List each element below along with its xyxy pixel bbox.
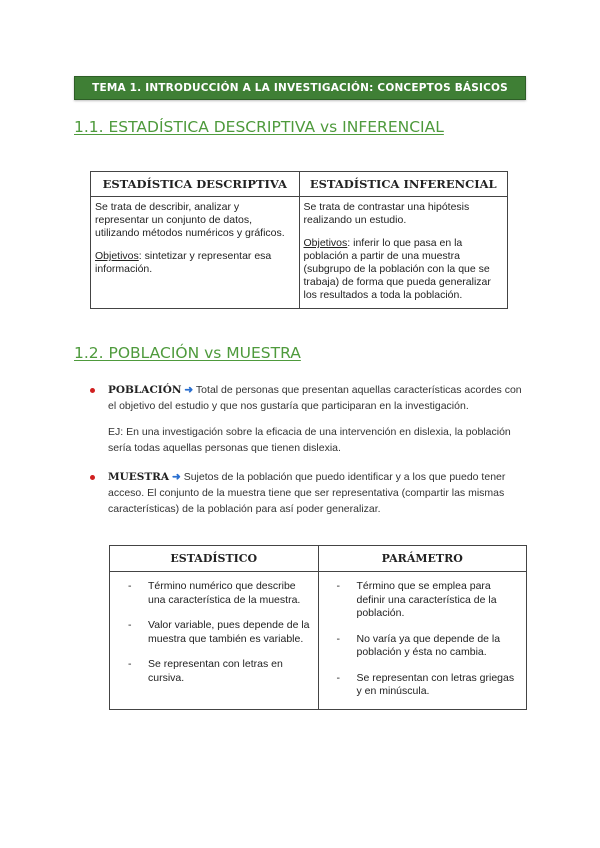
arrow-right-icon: ➜ bbox=[171, 471, 181, 483]
poblacion-text: Total de personas que presentan aquellas características acordes con el objetivo del estudio y que nos gustaría que participaran en la investigación. bbox=[108, 384, 522, 412]
inferencial-text: Se trata de contrastar una hipótesis realizando un estudio. bbox=[303, 201, 470, 226]
objetivos-label: Objetivos bbox=[303, 237, 348, 249]
poblacion-bullet bbox=[108, 382, 528, 414]
dash-icon: - bbox=[336, 671, 340, 684]
cell-inferencial bbox=[299, 197, 508, 309]
muestra-bullet bbox=[108, 469, 528, 517]
dash-icon: - bbox=[336, 632, 340, 645]
arrow-right-icon: ➜ bbox=[184, 384, 194, 396]
descriptiva-inferencial-table bbox=[90, 171, 508, 309]
poblacion-example: EJ: En una investigación sobre la eficacia de una intervención en dislexia, la población sería todas aquellas personas que tienen dislexia. bbox=[108, 426, 511, 454]
poblacion-term: POBLACIÓN bbox=[108, 384, 182, 396]
header-descriptiva: ESTADÍSTICA DESCRIPTIVA bbox=[91, 172, 300, 197]
bullet-dot-icon bbox=[90, 475, 95, 480]
page-banner bbox=[74, 76, 526, 100]
dash-icon: - bbox=[128, 580, 132, 592]
objetivos-label: Objetivos bbox=[95, 250, 139, 262]
list-item-text: Valor variable, pues depende de la muestra que también es variable. bbox=[148, 619, 310, 645]
cell-estadistico bbox=[110, 572, 319, 710]
cell-parametro bbox=[318, 572, 527, 710]
dash-icon: - bbox=[128, 619, 132, 631]
dash-icon: - bbox=[128, 658, 132, 670]
list-item-text: Término numérico que describe una característica de la muestra. bbox=[148, 580, 301, 606]
section-heading-1: 1.1. ESTADÍSTICA DESCRIPTIVA vs INFERENCIAL bbox=[74, 118, 444, 136]
list-item bbox=[116, 580, 312, 607]
list-item-text: Se representan con letras en cursiva. bbox=[148, 658, 283, 684]
objetivos-text: : inferir lo que pasa en la población a partir de una muestra (subgrupo de la población con la que se trabaja) de forma que pueda generalizar los resultados a toda la población. bbox=[303, 237, 491, 301]
cell-descriptiva bbox=[91, 197, 300, 309]
list-item bbox=[325, 633, 521, 660]
descriptiva-text: Se trata de describir, analizar y representar un conjunto de datos, utilizando métodos numéricos y gráficos. bbox=[95, 201, 285, 239]
header-inferencial: ESTADÍSTICA INFERENCIAL bbox=[299, 172, 508, 197]
list-item-text: Se representan con letras griegas y en minúscula. bbox=[356, 671, 515, 697]
list-item bbox=[116, 619, 312, 646]
muestra-text: Sujetos de la población que puedo identificar y a los que puedo tener acceso. El conjunto de la muestra tiene que ser representativa (compartir las mismas características) de la población para así poder generalizar. bbox=[108, 471, 506, 515]
objetivos-text: : sintetizar y representar esa información. bbox=[95, 250, 272, 275]
descriptiva-objetivos bbox=[95, 250, 295, 276]
list-item bbox=[116, 658, 312, 685]
estadistico-parametro-table bbox=[109, 545, 527, 710]
banner-title: TEMA 1. INTRODUCCIÓN A LA INVESTIGACIÓN: CONCEPTOS BÁSICOS bbox=[92, 82, 508, 94]
list-item-text: No varía ya que depende de la población y ésta no cambia. bbox=[356, 632, 501, 658]
section-heading-2: 1.2. POBLACIÓN vs MUESTRA bbox=[74, 344, 301, 362]
inferencial-objetivos bbox=[304, 237, 504, 302]
dash-icon: - bbox=[336, 580, 340, 592]
muestra-term: MUESTRA bbox=[108, 471, 170, 483]
list-item bbox=[325, 580, 521, 621]
bullet-dot-icon bbox=[90, 388, 95, 393]
header-estadistico: ESTADÍSTICO bbox=[110, 546, 319, 572]
header-parametro: PARÁMETRO bbox=[318, 546, 527, 572]
list-item bbox=[325, 672, 521, 699]
list-item-text: Término que se emplea para definir una característica de la población. bbox=[356, 580, 497, 619]
